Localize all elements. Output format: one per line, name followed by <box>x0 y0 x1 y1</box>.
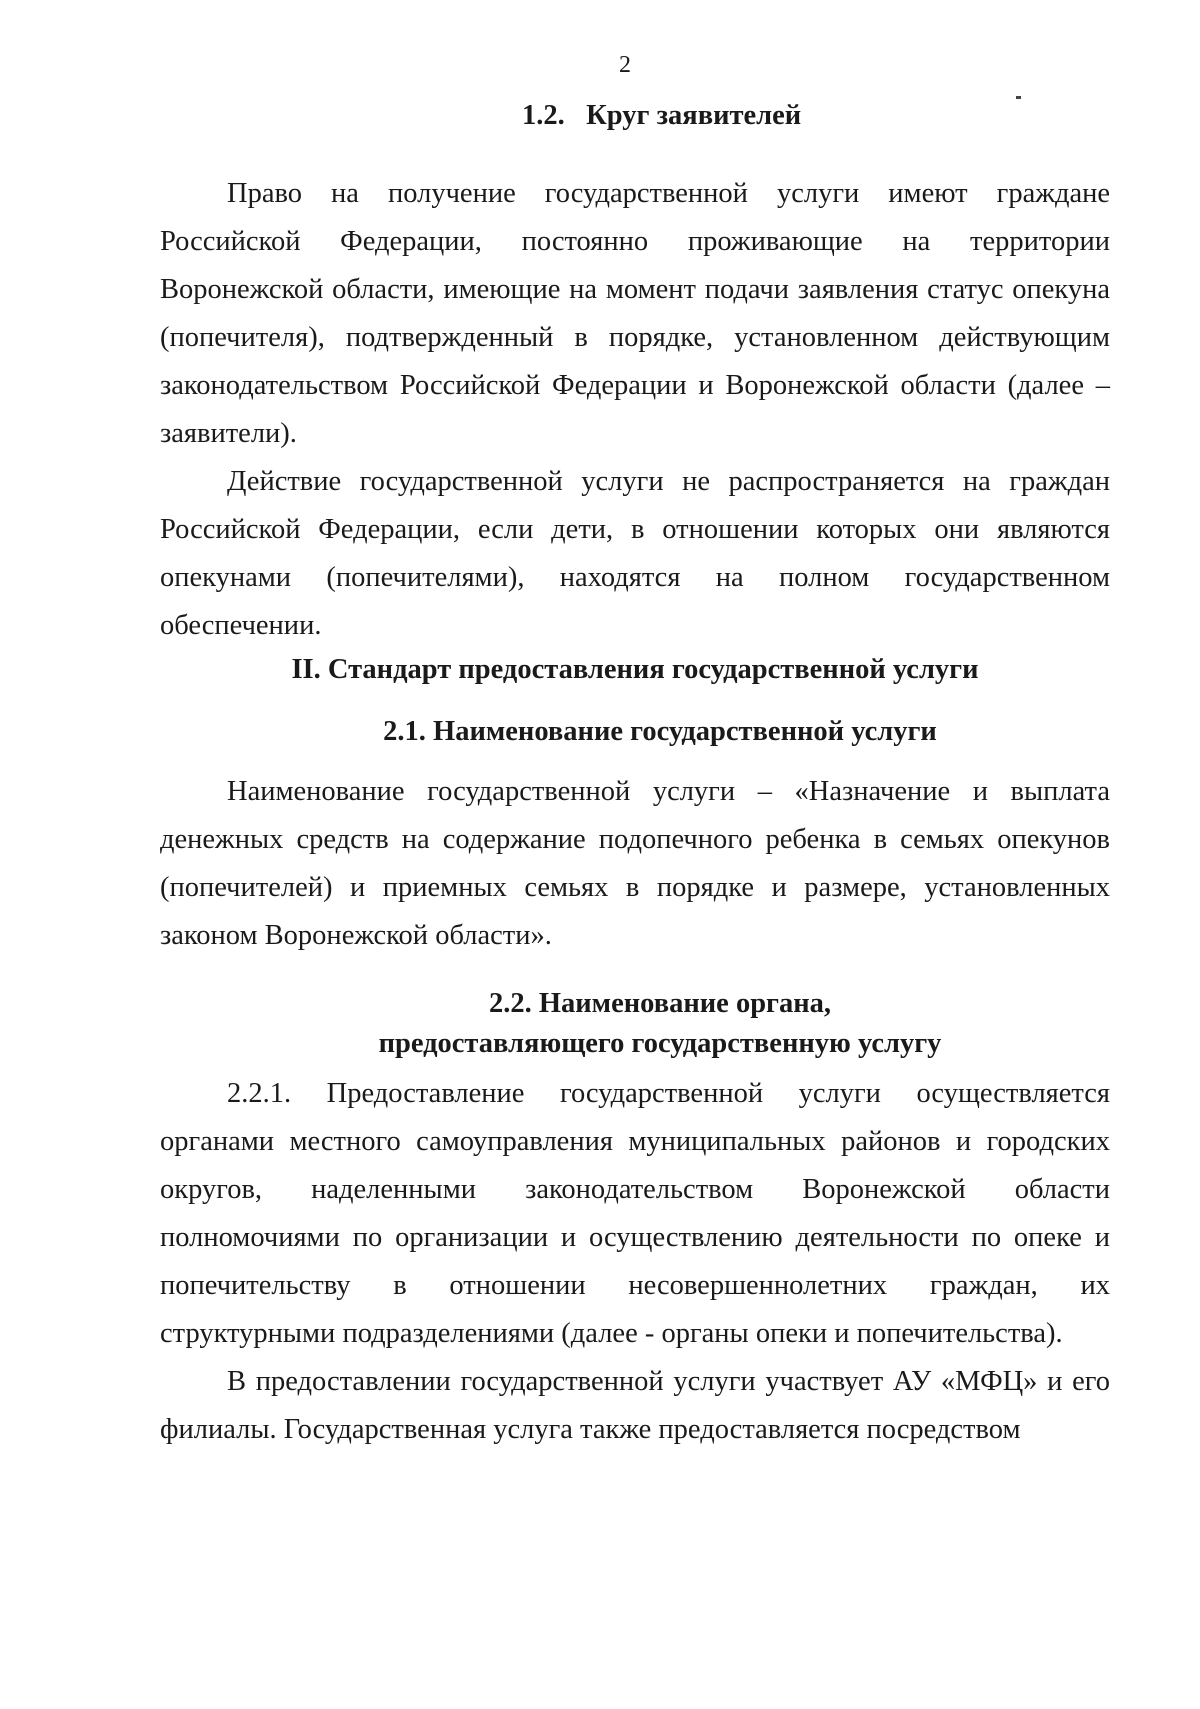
section-2-1-body <box>160 768 1110 960</box>
section-2-1-heading: 2.1. Наименование государственной услуги <box>383 716 937 747</box>
paragraph-service-name: Наименование государственной услуги – «Назначение и выплата денежных средств на содержание подопечного ребенка в семьях опекунов (попечителей) и приемных семьях в порядке и размере, установленных законом Воронежской области». <box>160 776 1110 951</box>
paragraph-exclusion: Действие государственной услуги не распространяется на граждан Российской Федерации, если дети, в отношении которых они являются опекунами (попечителями), находятся на полном государственном обеспечении. <box>160 466 1110 641</box>
section-2-heading-wrap <box>160 650 1110 690</box>
section-2-2-heading-line2: предоставляющего государственную услугу <box>378 1028 942 1059</box>
section-2-heading: II. Стандарт предоставления государственной услуги <box>291 654 979 685</box>
section-1-2-heading: 1.2. Круг заявителей <box>522 100 802 131</box>
paragraph-mfc: В предоставлении государственной услуги участвует АУ «МФЦ» и его филиалы. Государственная услуга также предоставляется посредством <box>160 1366 1110 1445</box>
section-2-2-heading-line1: 2.2. Наименование органа, <box>488 988 832 1019</box>
section-2-1-heading-wrap <box>185 712 1135 752</box>
section-1-2-body <box>160 170 1110 650</box>
page-number: 2 <box>619 52 631 78</box>
paragraph-provider: 2.2.1. Предоставление государственной услуги осуществляется органами местного самоуправления муниципальных районов и городских округов, наделенными законодательством Воронежской области полномочиями по организации и осуществлению деятельности по опеке и попечительству в отношении несовершеннолетних граждан, их структурными подразделениями (далее - органы опеки и попечительства). <box>160 1078 1110 1349</box>
paragraph-applicants: Право на получение государственной услуги имеют граждане Российской Федерации, постоянно проживающие на территории Воронежской области, имеющие на момент подачи заявления статус опекуна (попечителя), подтвержденный в порядке, установленном действующим законодательством Российской Федерации и Воронежской области (далее – заявители). <box>160 178 1110 449</box>
section-2-2-body <box>160 1070 1110 1454</box>
section-1-2-heading-wrap <box>300 96 1200 136</box>
section-2-2-heading-wrap <box>185 984 1135 1064</box>
